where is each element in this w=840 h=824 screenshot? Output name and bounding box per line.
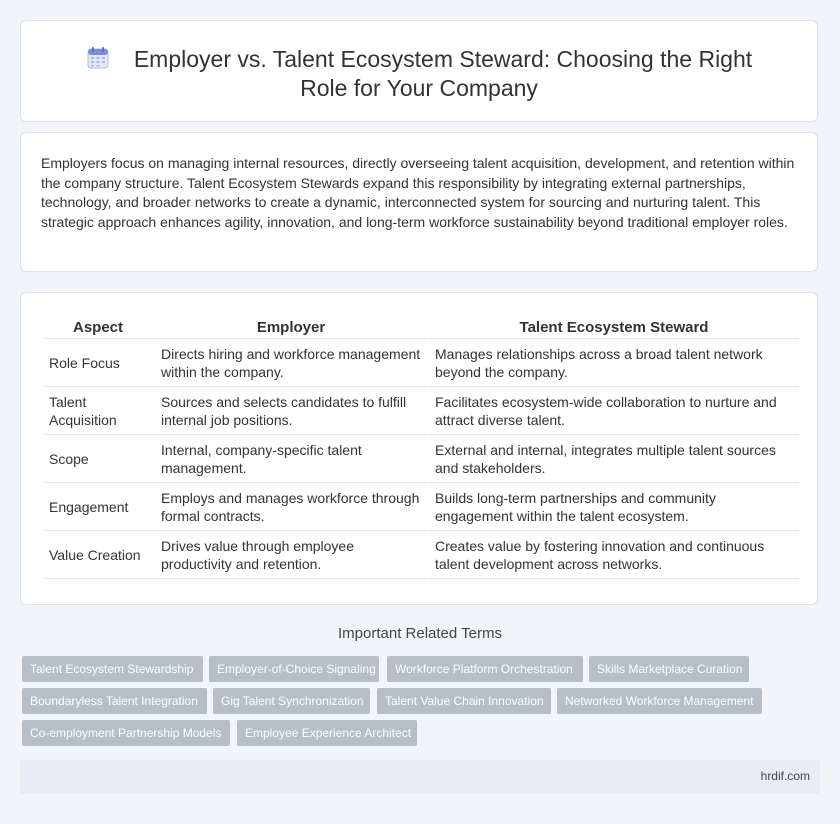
header-employer: Employer <box>153 314 427 339</box>
row-aspect: Engagement <box>43 483 153 531</box>
row-aspect: Value Creation <box>43 531 153 579</box>
page-title <box>21 45 817 103</box>
header-steward: Talent Ecosystem Steward <box>427 314 799 339</box>
table-header-row <box>43 314 799 339</box>
table-row <box>43 387 799 435</box>
row-aspect: Role Focus <box>43 339 153 387</box>
term-chip[interactable]: Gig Talent Synchronization <box>213 688 370 714</box>
footer-site[interactable]: hrdif.com <box>760 769 810 783</box>
row-employer: Sources and selects candidates to fulfill internal job positions. <box>153 387 427 435</box>
term-chip[interactable]: Employer-of-Choice Signaling <box>209 656 379 682</box>
intro-card <box>20 132 818 272</box>
table-row <box>43 435 799 483</box>
row-employer: Employs and manages workforce through formal contracts. <box>153 483 427 531</box>
term-chip[interactable]: Talent Value Chain Innovation <box>377 688 551 714</box>
row-steward: Creates value by fostering innovation and continuous talent development across networks. <box>427 531 799 579</box>
header-aspect: Aspect <box>43 314 153 339</box>
page-title-text: Employer vs. Talent Ecosystem Steward: Choosing the Right Role for Your Company <box>133 46 753 101</box>
term-chip[interactable]: Co-employment Partnership Models <box>22 720 230 746</box>
intro-paragraph: Employers focus on managing internal resources, directly overseeing talent acquisition, development, and retention within the company structure. Talent Ecosystem Stewards expand this responsibility by integrating external partnerships, technology, and broader networks to create a dynamic, interconnected system for sourcing and nurturing talent. This strategic approach enhances agility, innovation, and long-term workforce sustainability beyond traditional employer roles. <box>41 155 795 230</box>
term-chip[interactable]: Boundaryless Talent Integration <box>22 688 207 714</box>
header-card <box>20 20 818 122</box>
term-chip[interactable]: Networked Workforce Management <box>557 688 762 714</box>
row-employer: Internal, company-specific talent management. <box>153 435 427 483</box>
term-chip[interactable]: Skills Marketplace Curation <box>589 656 749 682</box>
row-aspect: Scope <box>43 435 153 483</box>
table-row <box>43 531 799 579</box>
row-steward: Manages relationships across a broad talent network beyond the company. <box>427 339 799 387</box>
row-employer: Drives value through employee productivity and retention. <box>153 531 427 579</box>
row-aspect: Talent Acquisition <box>43 387 153 435</box>
table-row <box>43 483 799 531</box>
row-steward: External and internal, integrates multiple talent sources and stakeholders. <box>427 435 799 483</box>
row-steward: Builds long-term partnerships and community engagement within the talent ecosystem. <box>427 483 799 531</box>
calendar-icon <box>86 46 110 70</box>
footer <box>20 760 820 794</box>
row-employer: Directs hiring and workforce management within the company. <box>153 339 427 387</box>
table-row <box>43 339 799 387</box>
row-steward: Facilitates ecosystem-wide collaboration to nurture and attract diverse talent. <box>427 387 799 435</box>
comparison-table-card <box>20 292 818 605</box>
term-chip[interactable]: Employee Experience Architect <box>237 720 417 746</box>
related-terms-title: Important Related Terms <box>338 625 502 642</box>
term-chip[interactable]: Workforce Platform Orchestration <box>387 656 583 682</box>
comparison-table <box>43 314 799 579</box>
term-chip[interactable]: Talent Ecosystem Stewardship <box>22 656 203 682</box>
